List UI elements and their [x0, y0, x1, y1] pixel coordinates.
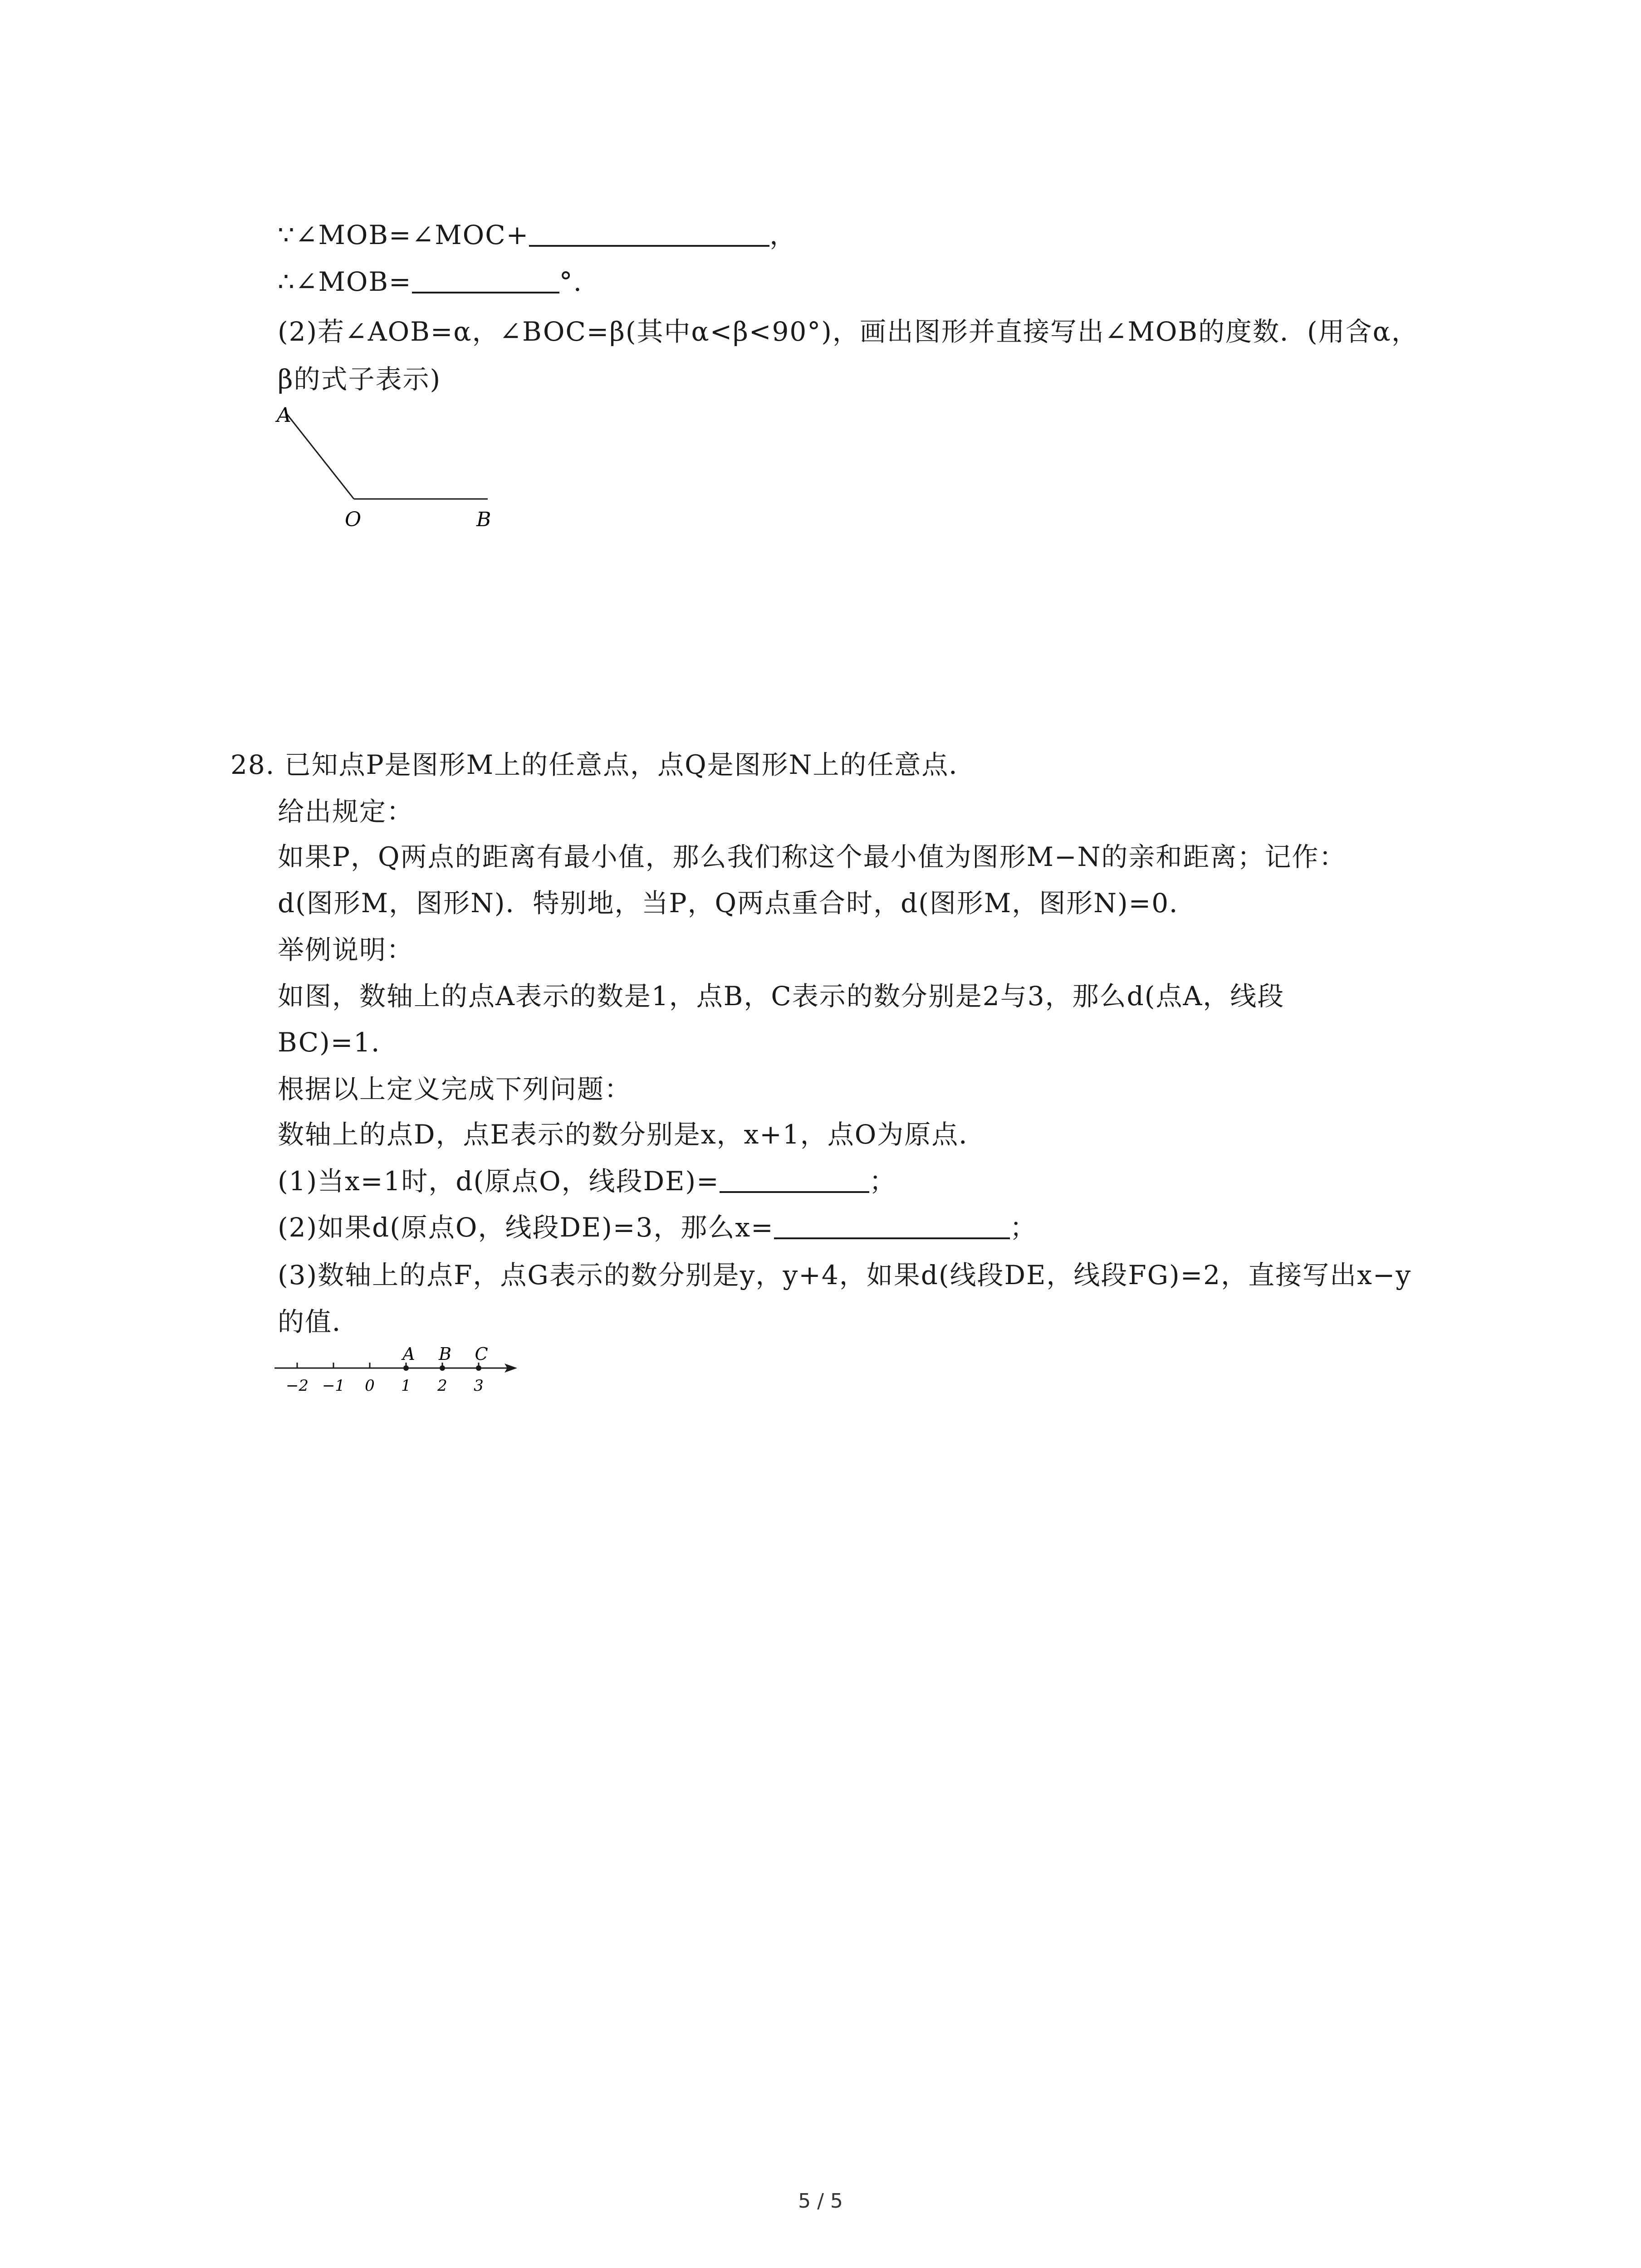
answer-blank-3[interactable]: [720, 1165, 869, 1193]
number-line-point-a: [403, 1365, 409, 1371]
label-b: B: [476, 508, 491, 531]
q28-line9: 数轴上的点D，点E表示的数分别是x，x+1，点O为原点．: [278, 1119, 986, 1150]
q28-line7: BC)=1．: [278, 1027, 399, 1058]
number-line-point-b: [440, 1365, 445, 1371]
q28-line6: 如图，数轴上的点A表示的数是1，点B，C表示的数分别是2与3，那么d(点A，线段: [278, 981, 1285, 1012]
answer-blank-4[interactable]: [774, 1211, 1010, 1239]
because-line: ∵∠MOB=∠MOC+ ，: [278, 220, 797, 250]
angle-aob-figure: [268, 399, 513, 544]
q28-part3-line2: 的值．: [278, 1306, 360, 1337]
number-line-point-label-b: B: [439, 1344, 451, 1364]
label-a: A: [277, 404, 291, 427]
q28-line5: 举例说明：: [278, 934, 414, 965]
number-line-point-label-c: C: [475, 1344, 488, 1364]
q28-part2: (2)如果d(原点O，线段DE)=3，那么x= ；: [278, 1212, 1037, 1243]
part2-line1: (2)若∠AOB=α，∠BOC=β(其中α<β<90°)，画出图形并直接写出∠MOB的度数．(用含α，: [278, 316, 1419, 347]
number-line-tick-label: 0: [365, 1377, 375, 1395]
ray-oa: [286, 413, 354, 499]
q28-line4: d(图形M，图形N)．特别地，当P，Q两点重合时，d(图形M，图形N)=0．: [278, 888, 1197, 919]
q28-part1: (1)当x=1时，d(原点O，线段DE)= ；: [278, 1166, 896, 1197]
number-line-tick-label: 2: [437, 1377, 447, 1395]
part2-line2: β的式子表示): [278, 364, 441, 395]
q28-part3-line1: (3)数轴上的点F，点G表示的数分别是y，y+4，如果d(线段DE，线段FG)=2，直接写出x−y: [278, 1260, 1412, 1290]
answer-blank-2[interactable]: [412, 265, 559, 293]
therefore-line: ∴∠MOB= °.: [278, 266, 583, 297]
q28-line8: 根据以上定义完成下列问题：: [278, 1074, 632, 1105]
page-number: 5 / 5: [798, 2190, 843, 2213]
label-o: O: [345, 508, 362, 531]
number-line-figure: [272, 1343, 526, 1415]
q28-line2: 给出规定：: [278, 796, 414, 827]
q28-line1: 28. 已知点P是图形M上的任意点，点Q是图形N上的任意点．: [230, 749, 976, 780]
number-line-point-label-a: A: [402, 1344, 415, 1364]
number-line-tick-label: −2: [285, 1377, 309, 1395]
number-line-tick-label: 3: [474, 1377, 484, 1395]
answer-blank-1[interactable]: [529, 219, 769, 247]
number-line-tick-label: −1: [322, 1377, 345, 1395]
number-line-point-c: [476, 1365, 481, 1371]
q28-line3: 如果P，Q两点的距离有最小值，那么我们称这个最小值为图形M−N的亲和距离；记作：: [278, 841, 1347, 872]
number-line-tick-label: 1: [401, 1377, 411, 1395]
